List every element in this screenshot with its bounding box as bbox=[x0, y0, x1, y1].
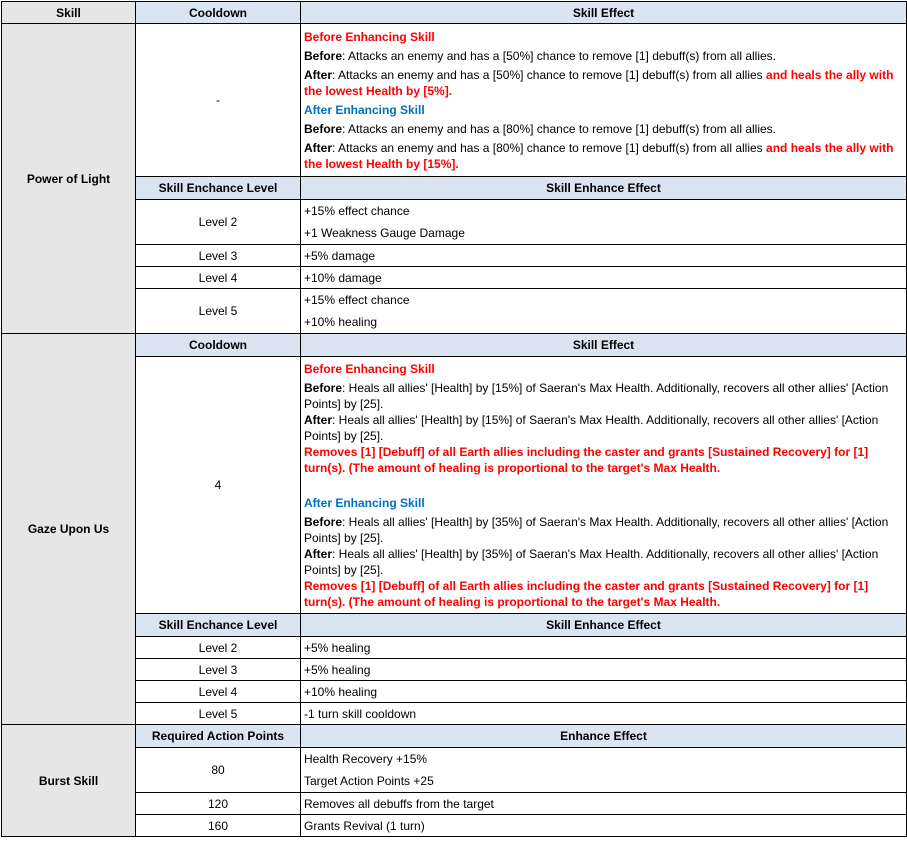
ap-cell: 120 bbox=[136, 793, 301, 815]
enh-before-line: Before: Heals all allies' [Health] by [35%] of Saeran's Max Health. Additionally, recovers all other allies' [Action Points] by [25]. bbox=[304, 514, 889, 545]
after-line: After: Heals all allies' [Health] by [15%] of Saeran's Max Health. Additionally, recovers all other allies' [Action Points] by [25]. bbox=[304, 412, 879, 443]
skill-name-gaze-upon-us: Gaze Upon Us bbox=[2, 334, 136, 725]
level-cell: Level 3 bbox=[136, 245, 301, 267]
ap-header: Required Action Points bbox=[136, 725, 301, 748]
table-row bbox=[2, 245, 907, 267]
gaze-cooldown: 4 bbox=[136, 357, 301, 614]
effect-cell: Health Recovery +15% Target Action Points +25 bbox=[301, 748, 907, 793]
ap-cell: 160 bbox=[136, 815, 301, 837]
effect-header: Skill Enhance Effect bbox=[301, 177, 907, 200]
level-cell: Level 4 bbox=[136, 681, 301, 703]
skill-table bbox=[1, 1, 907, 837]
level-header: Skill Enchance Level bbox=[136, 177, 301, 200]
table-row bbox=[2, 681, 907, 703]
effect-cell: +10% healing bbox=[301, 681, 907, 703]
ap-cell: 80 bbox=[136, 748, 301, 793]
enh-before-line: Before: Attacks an enemy and has a [80%] chance to remove [1] debuff(s) from all allies. bbox=[304, 121, 777, 136]
effect-cell: +15% effect chance +10% healing bbox=[301, 289, 907, 334]
table-row bbox=[2, 793, 907, 815]
after-enhancing-heading: After Enhancing Skill bbox=[304, 102, 425, 117]
header-skill-effect: Skill Effect bbox=[301, 2, 907, 24]
before-line: Before: Attacks an enemy and has a [50%] chance to remove [1] debuff(s) from all allies. bbox=[304, 48, 777, 63]
effect-cell: Removes all debuffs from the target bbox=[301, 793, 907, 815]
enh-after-red-text: Removes [1] [Debuff] of all Earth allies including the caster and grants [Sustained Recovery] for [1] turn(s). (The amount of healing is proportional to the target's Max Health. bbox=[304, 578, 869, 609]
table-row bbox=[2, 703, 907, 725]
skill-name-burst-skill: Burst Skill bbox=[2, 725, 136, 837]
level-cell: Level 3 bbox=[136, 659, 301, 681]
enh-after-line: After: Heals all allies' [Health] by [35%] of Saeran's Max Health. Additionally, recovers all other allies' [Action Points] by [25]. bbox=[304, 546, 879, 577]
table-header-row bbox=[2, 2, 907, 24]
table-row bbox=[2, 659, 907, 681]
gaze-upon-us-header-row bbox=[2, 334, 907, 357]
burst-header-row bbox=[2, 725, 907, 748]
header-skill: Skill bbox=[2, 2, 136, 24]
power-of-light-effect-row bbox=[2, 24, 907, 177]
table-row bbox=[2, 289, 907, 334]
after-line: After: Attacks an enemy and has a [50%] chance to remove [1] debuff(s) from all allies and heals the ally with the lowest Health by [5%]. bbox=[304, 67, 894, 98]
header-cooldown: Cooldown bbox=[136, 2, 301, 24]
table-row bbox=[2, 815, 907, 837]
gaze-effect bbox=[301, 357, 907, 614]
gaze-cooldown-header: Cooldown bbox=[136, 334, 301, 357]
power-of-light-level-header-row bbox=[2, 177, 907, 200]
level-cell: Level 4 bbox=[136, 267, 301, 289]
level-cell: Level 5 bbox=[136, 703, 301, 725]
enhance-effect-header: Enhance Effect bbox=[301, 725, 907, 748]
effect-header: Skill Enhance Effect bbox=[301, 614, 907, 637]
table-row bbox=[2, 200, 907, 245]
effect-cell: +5% damage bbox=[301, 245, 907, 267]
gaze-level-header-row bbox=[2, 614, 907, 637]
table-row bbox=[2, 748, 907, 793]
enh-after-line: After: Attacks an enemy and has a [80%] chance to remove [1] debuff(s) from all allies and heals the ally with the lowest Health by [15%]. bbox=[304, 140, 894, 171]
gaze-upon-us-effect-row bbox=[2, 357, 907, 614]
level-cell: Level 2 bbox=[136, 200, 301, 245]
effect-cell: +5% healing bbox=[301, 637, 907, 659]
after-red-text: Removes [1] [Debuff] of all Earth allies including the caster and grants [Sustained Recovery] for [1] turn(s). (The amount of healing is proportional to the target's Max Health. bbox=[304, 444, 869, 475]
power-of-light-effect bbox=[301, 24, 907, 177]
effect-cell: +15% effect chance +1 Weakness Gauge Damage bbox=[301, 200, 907, 245]
before-line: Before: Heals all allies' [Health] by [15%] of Saeran's Max Health. Additionally, recovers all other allies' [Action Points] by [25]. bbox=[304, 380, 889, 411]
effect-cell: Grants Revival (1 turn) bbox=[301, 815, 907, 837]
table-row bbox=[2, 637, 907, 659]
after-enhancing-heading: After Enhancing Skill bbox=[304, 495, 425, 510]
effect-cell: -1 turn skill cooldown bbox=[301, 703, 907, 725]
skill-name-power-of-light: Power of Light bbox=[2, 24, 136, 334]
level-cell: Level 5 bbox=[136, 289, 301, 334]
before-enhancing-heading: Before Enhancing Skill bbox=[304, 29, 435, 44]
gaze-effect-header: Skill Effect bbox=[301, 334, 907, 357]
table-row bbox=[2, 267, 907, 289]
power-of-light-cooldown: - bbox=[136, 24, 301, 177]
before-enhancing-heading: Before Enhancing Skill bbox=[304, 361, 435, 376]
effect-cell: +10% damage bbox=[301, 267, 907, 289]
level-header: Skill Enchance Level bbox=[136, 614, 301, 637]
level-cell: Level 2 bbox=[136, 637, 301, 659]
effect-cell: +5% healing bbox=[301, 659, 907, 681]
